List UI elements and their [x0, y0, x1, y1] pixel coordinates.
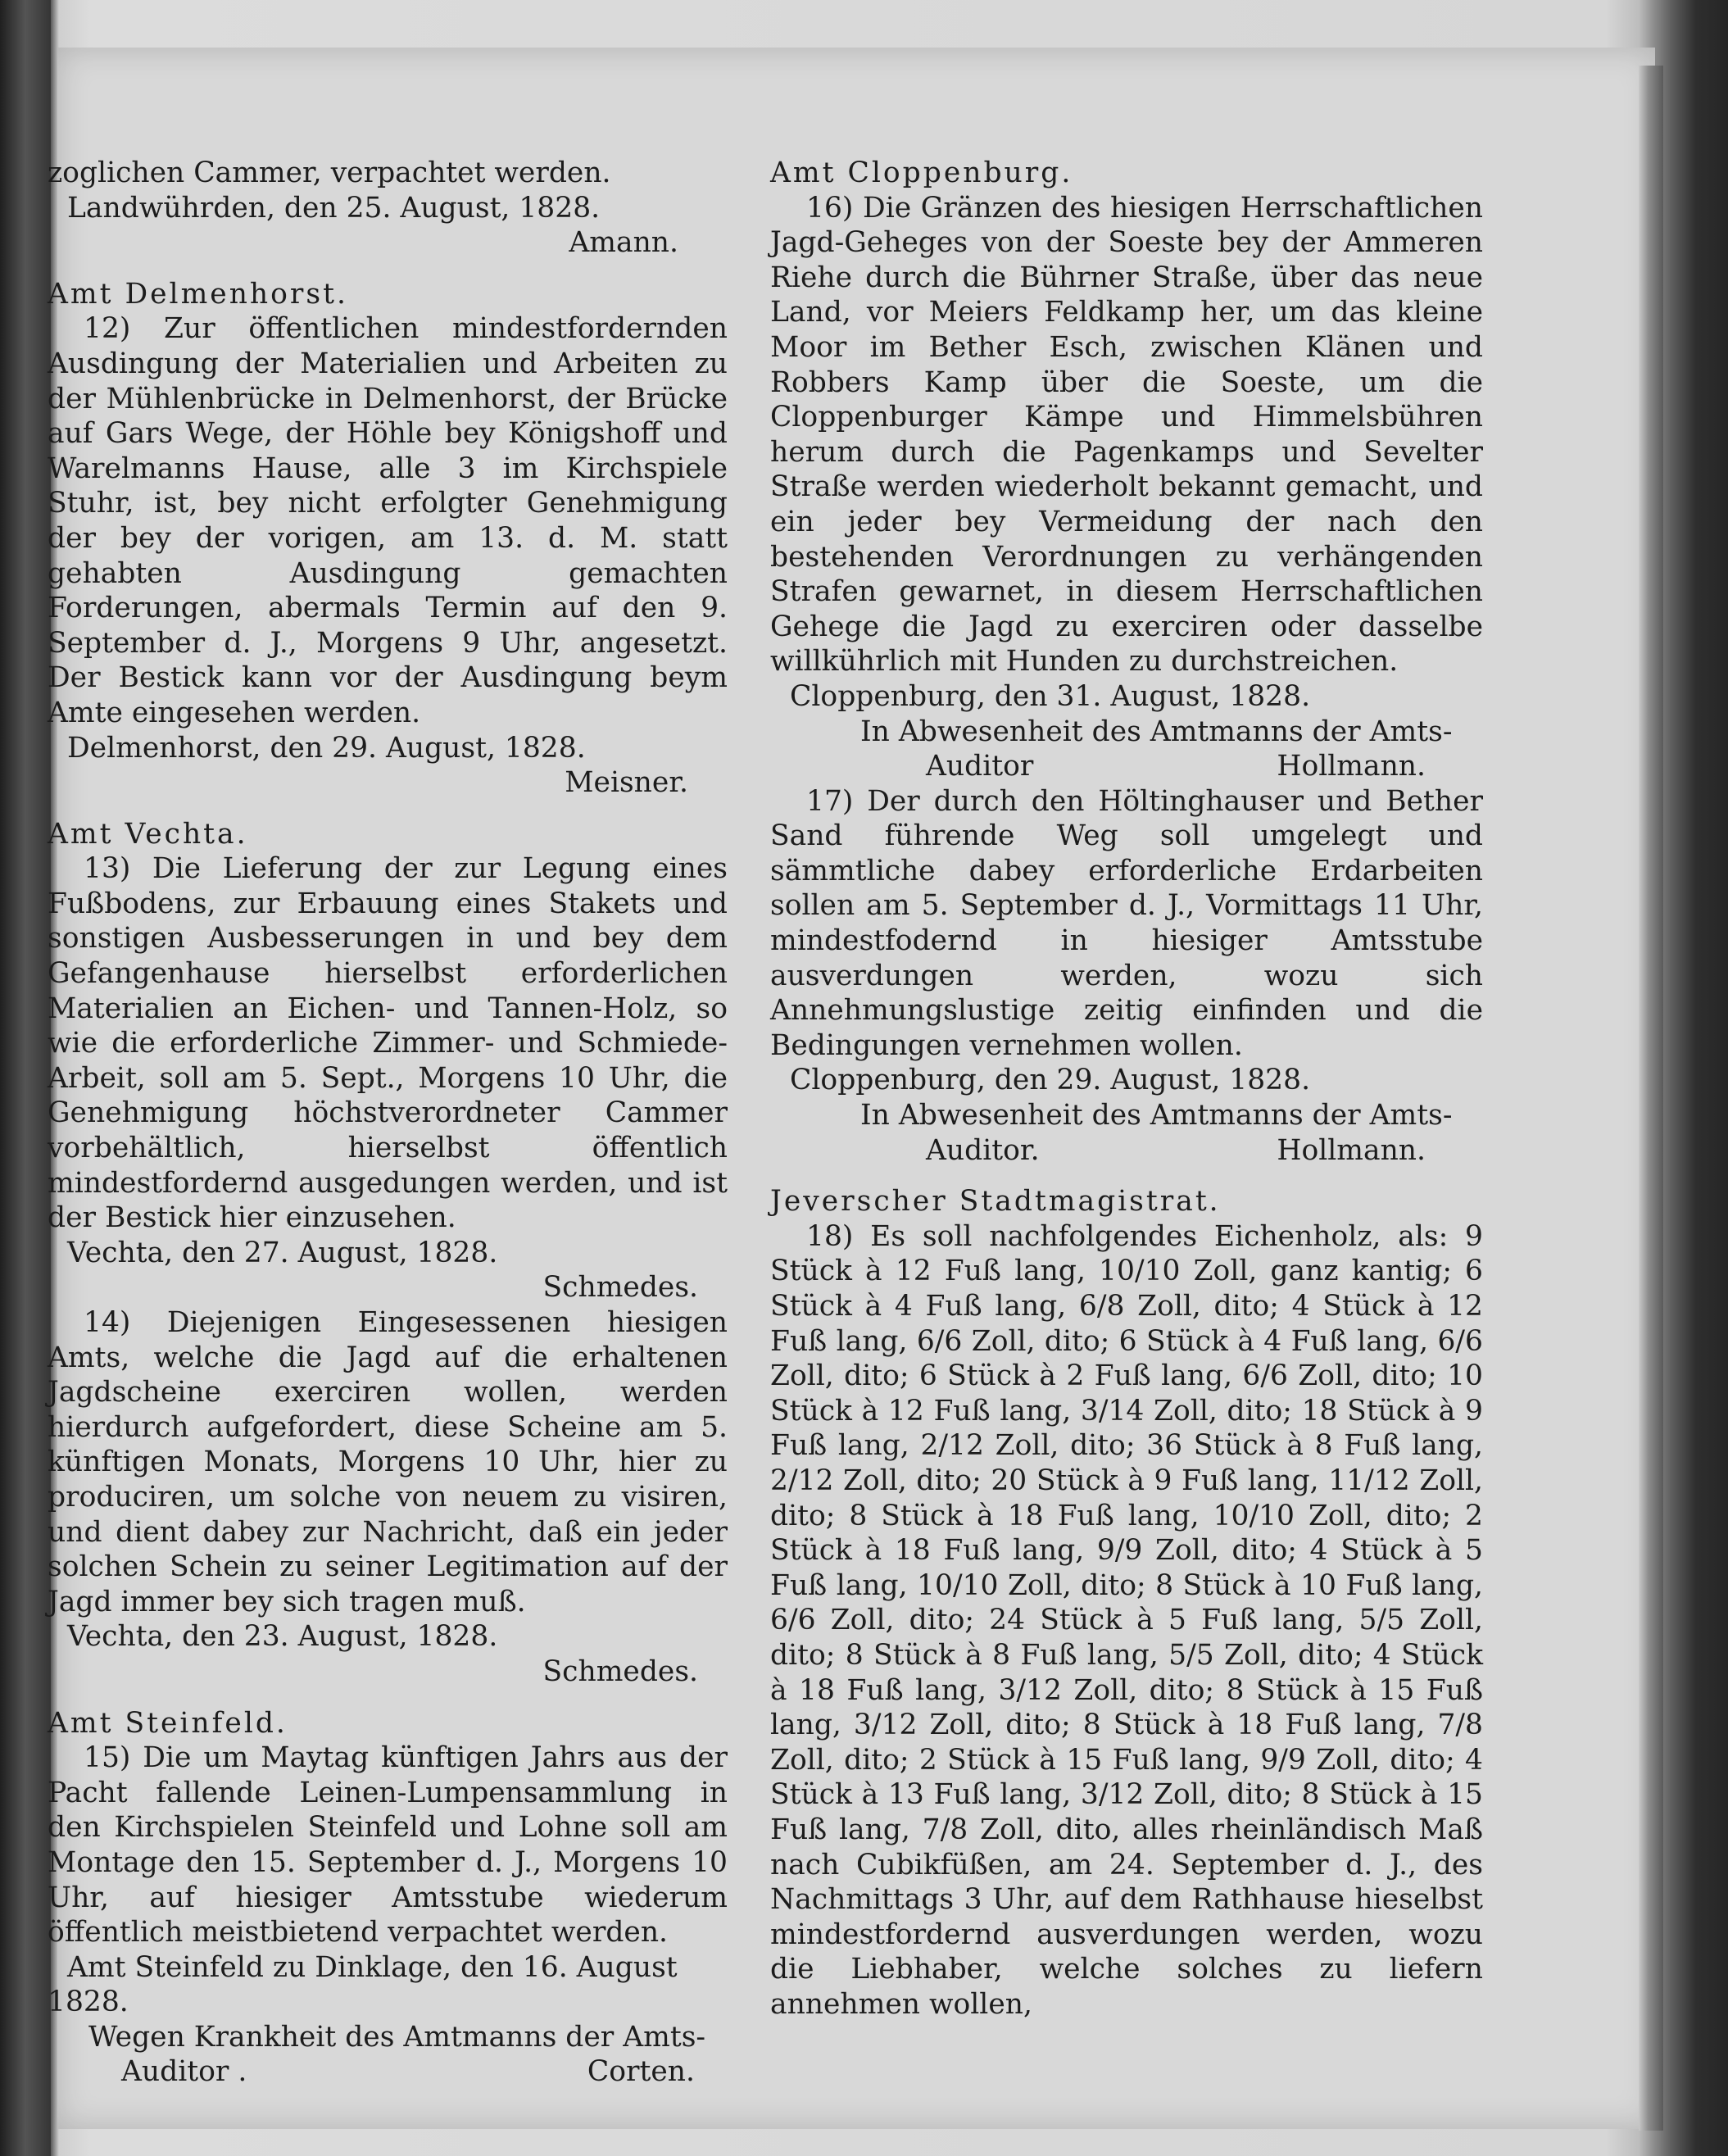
signature-preamble: Wegen Krankheit des Amtmanns der Amts- — [88, 2020, 706, 2054]
notice-14: 14) Diejenigen Eingesessenen hiesigen Amts, welche die Jagd auf die erhaltenen Jagdscheine exerciren wollen, werden hierdurch aufgefordert, diese Scheine am 5. künftigen Monats, Morgens 10 Uhr, hier zu produciren, um solche von neuem zu visiren, und dient dabey zur Nachricht, daß ein jeder solchen Schein zu seiner Legitimation auf der Jagd immer bey sich tragen muß. — [48, 1306, 728, 1618]
notice-17: 17) Der durch den Höltinghauser und Bether Sand führende Weg soll umgelegt und sämmtliche dabey erforderliche Erdarbeiten sollen am 5. September d. J., Vormittags 11 Uhr, mindestfodernd in hiesiger Amtsstube ausverdungen werden, wozu sich Annehmungslustige zeitig einfinden und die Bedingungen vernehmen wollen. — [770, 784, 1483, 1062]
signature-row — [48, 2054, 728, 2090]
right-column — [770, 156, 1483, 2022]
dateline: Landwührden, den 25. August, 1828. — [67, 191, 601, 225]
signature-name: Hollmann. — [1277, 1133, 1426, 1167]
signature: Meisner. — [565, 766, 688, 800]
left-column — [48, 156, 728, 2090]
section-heading-steinfeld: Amt Steinfeld. — [48, 1706, 288, 1740]
signature-preamble: In Abwesenheit des Amtmanns der Amts- — [860, 715, 1453, 748]
dateline: Cloppenburg, den 29. August, 1828. — [790, 1064, 1311, 1097]
section-heading-jever: Jeverscher Stadtmagistrat. — [770, 1185, 1221, 1219]
signature-role: Auditor. — [926, 1133, 1040, 1167]
dateline: Vechta, den 23. August, 1828. — [67, 1620, 498, 1654]
binding-strip — [0, 0, 51, 2156]
signature-name: Corten. — [587, 2055, 695, 2089]
dateline: Vechta, den 27. August, 1828. — [67, 1236, 498, 1269]
dateline: Cloppenburg, den 31. August, 1828. — [790, 679, 1311, 713]
signature-role: Auditor . — [121, 2055, 247, 2089]
page-edge — [1639, 66, 1663, 2131]
notice-13: 13) Die Lieferung der zur Legung eines Fußbodens, zur Erbauung eines Stakets und sonstigen Ausbesserungen in und bey dem Gefangenhause hierselbst erforderlichen Materialien an Eichen- und Tannen-Holz, so wie die erforderliche Zimmer- und Schmiede-Arbeit, soll am 5. Sept., Morgens 10 Uhr, die Genehmigung höchstverordneter Cammer vorbehältlich, hierselbst öffentlich mindestfordernd ausgedungen werden, und ist der Bestick hier einzusehen. — [48, 852, 728, 1235]
section-heading-vechta: Amt Vechta. — [48, 817, 248, 851]
notice-16: 16) Die Gränzen des hiesigen Herrschaftlichen Jagd-Geheges von der Soeste bey der Ammeren Riehe durch die Bührner Straße, über das neue Land, vor Meiers Feldkamp her, um das kleine Moor im Bether Esch, zwischen Klänen und Robbers Kamp über die Soeste, um die Cloppenburger Kämpe und Himmelsbühren herum durch die Pagenkamps und Sevelter Straße werden wiederholt bekannt gemacht, und ein jeder bey Vermeidung der nach den bestehenden Verordnungen zu verhängenden Strafen gewarnet, in diesem Herrschaftlichen Gehege die Jagd zu exerciren oder dasselbe willkührlich mit Hunden zu durchstreichen. — [770, 191, 1483, 679]
text-line: zoglichen Cammer, verpachtet werden. — [48, 157, 611, 189]
notice-15: 15) Die um Maytag künftigen Jahrs aus der Pacht fallende Leinen-Lumpensammlung in den Kirchspielen Steinfeld und Lohne soll am Montage den 15. September d. J., Morgens 10 Uhr, auf hiesiger Amtsstube wiederum öffentlich meistbietend verpachtet werden. — [48, 1741, 728, 1949]
signature: Schmedes. — [542, 1271, 698, 1305]
signature-role: Auditor — [926, 750, 1034, 783]
notice-12: 12) Zur öffentlichen mindestfordernden Ausdingung der Materialien und Arbeiten zu der Mühlenbrücke in Delmenhorst, der Brücke auf Gars Wege, der Höhle bey Königshoff und Warelmanns Hause, alle 3 im Kirchspiele Stuhr, ist, bey nicht erfolgter Genehmigung der bey der vorigen, am 13. d. M. statt gehabten Ausdingung gemachten Forderungen, abermals Termin auf den 9. September d. J., Morgens 9 Uhr, angesetzt. Der Bestick kann vor der Ausdingung beym Amte eingesehen werden. — [48, 312, 728, 729]
section-heading-delmenhorst: Amt Delmenhorst. — [48, 277, 348, 311]
signature-name: Hollmann. — [1277, 750, 1426, 783]
notice-18: 18) Es soll nachfolgendes Eichenholz, als: 9 Stück à 12 Fuß lang, 10/10 Zoll, ganz kantig; 6 Stück à 4 Fuß lang, 6/8 Zoll, dito; 4 Stück à 12 Fuß lang, 6/6 Zoll, dito; 6 Stück à 4 Fuß lang, 6/6 Zoll, dito; 6 Stück à 2 Fuß lang, 6/6 Zoll, dito; 10 Stück à 12 Fuß lang, 3/14 Zoll, dito; 18 Stück à 9 Fuß lang, 2/12 Zoll, dito; 36 Stück à 8 Fuß lang, 2/12 Zoll, dito; 20 Stück à 9 Fuß lang, 11/12 Zoll, dito; 8 Stück à 18 Fuß lang, 10/10 Zoll, dito; 2 Stück à 18 Fuß lang, 9/9 Zoll, dito; 4 Stück à 5 Fuß lang, 10/10 Zoll, dito; 8 Stück à 10 Fuß lang, 6/6 Zoll, dito; 24 Stück à 5 Fuß lang, 5/5 Zoll, dito; 8 Stück à 8 Fuß lang, 5/5 Zoll, dito; 4 Stück à 18 Fuß lang, 3/12 Zoll, dito; 8 Stück à 15 Fuß lang, 3/12 Zoll, dito; 8 Stück à 18 Fuß lang, 7/8 Zoll, dito; 2 Stück à 15 Fuß lang, 9/9 Zoll, dito; 4 Stück à 13 Fuß lang, 3/12 Zoll, dito; 8 Stück à 15 Fuß lang, 7/8 Zoll, dito, alles rheinländisch Maß nach Cubikfüßen, am 24. September d. J., des Nachmittags 3 Uhr, auf dem Rathhause hieselbst mindestfordernd ausverdungen werden, wozu die Liebhaber, welche solches zu liefern annehmen wollen, — [770, 1219, 1483, 2021]
signature-preamble: In Abwesenheit des Amtmanns der Amts- — [860, 1099, 1453, 1132]
dateline: Amt Steinfeld zu Dinklage, den 16. August 1828. — [48, 1950, 678, 2019]
dateline: Delmenhorst, den 29. August, 1828. — [67, 731, 586, 765]
signature: Schmedes. — [542, 1654, 698, 1688]
signature-row — [770, 749, 1483, 784]
signature: Amann. — [569, 226, 678, 260]
section-heading-cloppenburg: Amt Cloppenburg. — [770, 157, 1073, 189]
signature-row — [770, 1133, 1483, 1169]
